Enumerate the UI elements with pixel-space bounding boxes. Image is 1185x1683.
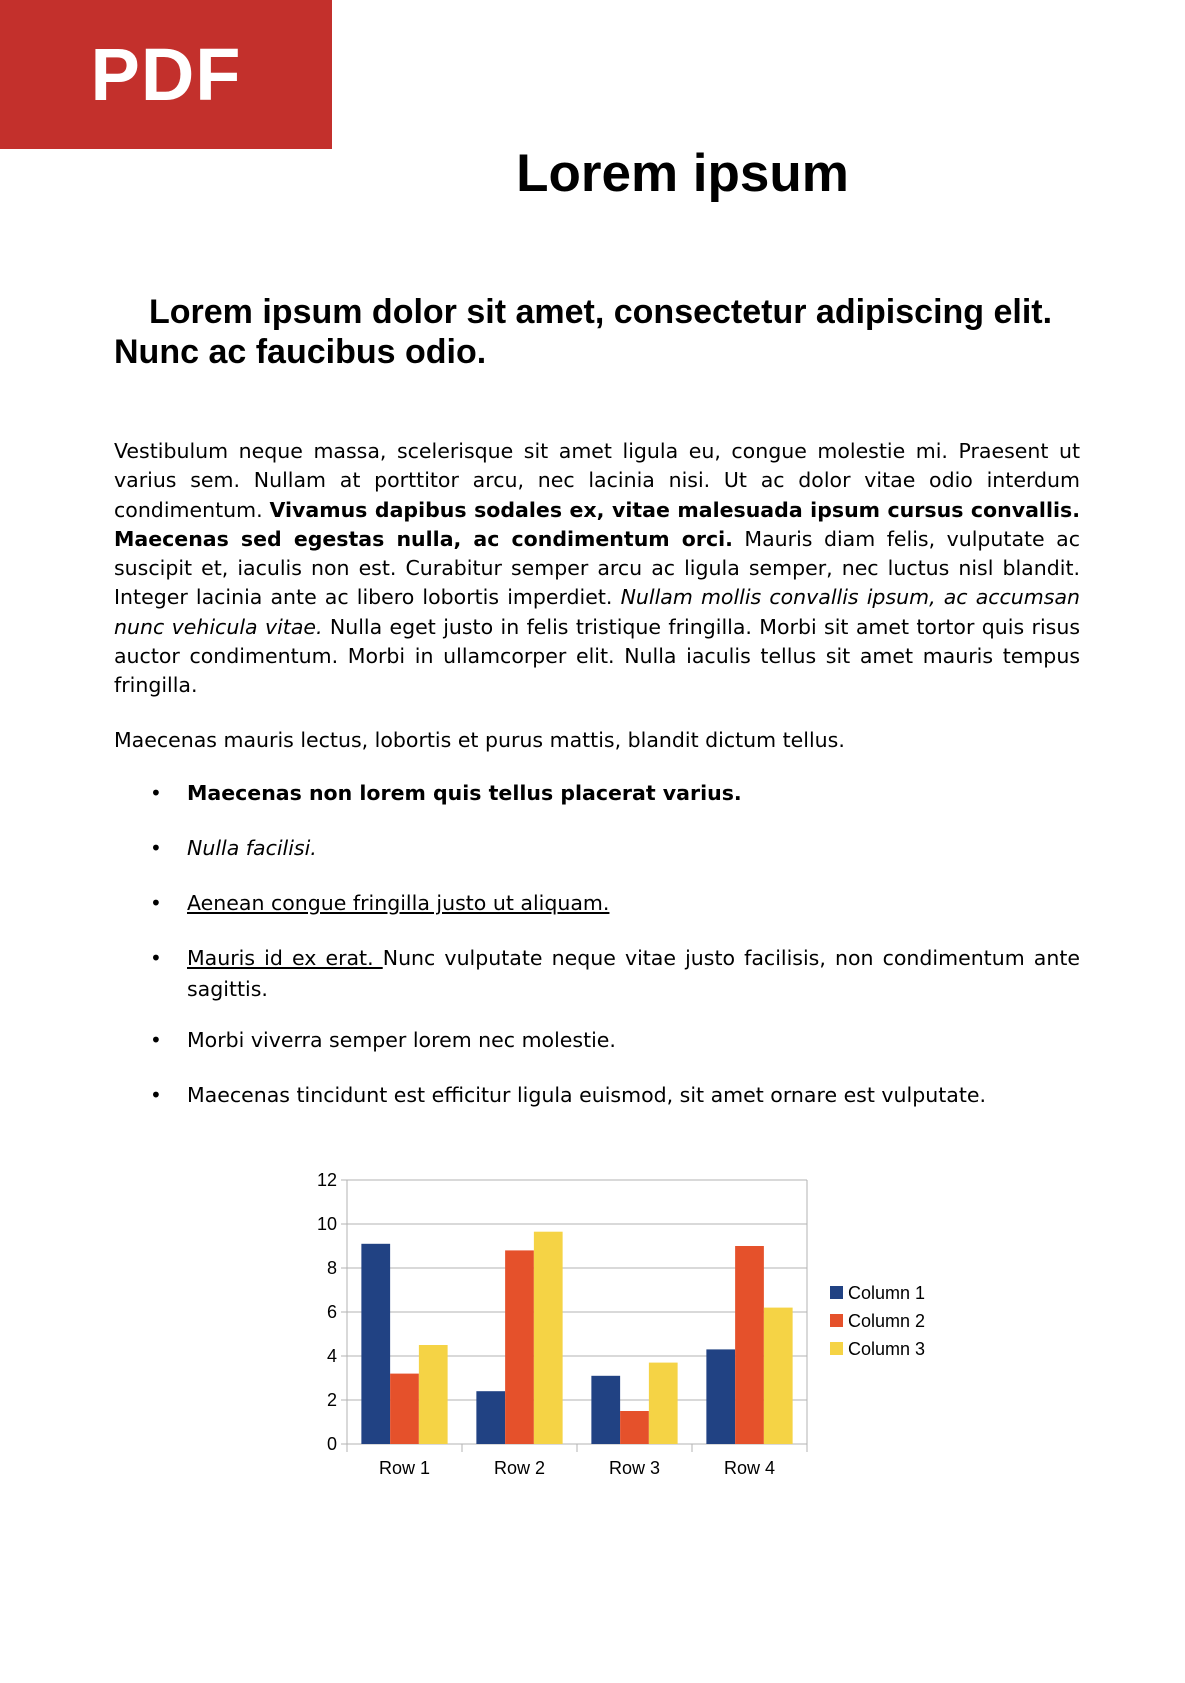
x-tick-label: Row 4 [723,1458,776,1478]
list-item [114,833,1080,864]
paragraph-1-run: Mauris diam felis, vulputate ac suscipit et, iaculis non est. Curabitur semper arcu ac ligula semper, nec luctus nisl blandit. Integer lacinia ante ac libero lobortis imperdiet. [114,526,1080,610]
legend-label: Column 1 [848,1283,926,1303]
bullet-marker: • [150,946,162,970]
y-tick-label: 10 [316,1214,337,1234]
paragraph-1-italic-run: Nullam mollis convallis ipsum, ac accumsan nunc vehicula vitae. [114,585,1080,639]
bullet-marker: • [150,1028,162,1052]
bullet-list [114,778,1080,1135]
bullet-marker: • [150,1083,162,1107]
bar [390,1374,419,1444]
paragraph-1-run: Nulla eget justo in felis tristique fringilla. Morbi sit amet tortor quis risus auctor condimentum. Morbi in ullamcorper elit. Nulla iaculis tellus sit amet mauris tempus fringilla. [114,614,1080,698]
list-item [114,1080,1080,1111]
list-item [114,1025,1080,1056]
bar [764,1308,793,1444]
y-tick-label: 4 [326,1346,337,1366]
list-item [114,888,1080,919]
bar [649,1363,678,1444]
bullet-marker: • [150,781,162,805]
list-item-underlined-text: Mauris id ex erat. [187,946,383,970]
list-item-text: Maecenas tincidunt est efficitur ligula euismod, sit amet ornare est vulputate. [187,1083,987,1107]
y-tick-label: 0 [326,1434,337,1454]
list-item [114,943,1080,1005]
pdf-badge: PDF [0,0,332,149]
list-item-text: Aenean congue fringilla justo ut aliquam. [187,891,610,915]
bar [476,1391,505,1444]
bullet-marker: • [150,891,162,915]
bar [419,1345,448,1444]
paragraph-2: Maecenas mauris lectus, lobortis et purus mattis, blandit dictum tellus. [114,728,845,752]
bar [620,1411,649,1444]
list-item-text: Nulla facilisi. [187,836,317,860]
x-tick-label: Row 2 [493,1458,546,1478]
paragraph-1-bold-run: Vivamus dapibus sodales ex, vitae malesuada ipsum cursus convallis. Maecenas sed egestas nulla, ac condimentum orci. [114,497,1080,551]
legend-label: Column 2 [848,1311,926,1331]
list-item-text: Nunc vulputate neque vitae justo facilisis, non condimentum ante sagittis. [187,946,1080,1001]
list-item-text: Maecenas non lorem quis tellus placerat varius. [187,781,742,805]
bullet-marker: • [150,836,162,860]
paragraph-1-run: Vestibulum neque massa, scelerisque sit amet ligula eu, congue molestie mi. Praesent ut varius sem. Nullam at porttitor arcu, nec lacinia nisi. Ut ac dolor vitae odio interdum condimentum. [114,439,1080,522]
bar [735,1246,764,1444]
legend-swatch [830,1342,843,1355]
list-item-text: Morbi viverra semper lorem nec molestie. [187,1028,616,1052]
document-title: Lorem ipsum [516,144,849,203]
section-heading: Lorem ipsum dolor sit amet, consectetur adipiscing elit. Nunc ac faucibus odio. [114,293,1053,371]
legend-swatch [830,1286,843,1299]
bar [505,1250,534,1444]
y-tick-label: 12 [316,1170,337,1190]
bar [534,1232,563,1444]
paragraph-1 [114,437,1080,701]
bar-chart [300,1160,960,1500]
x-tick-label: Row 1 [378,1458,431,1478]
bar [361,1244,390,1444]
y-tick-label: 6 [326,1302,337,1322]
list-item [114,778,1080,809]
bar [706,1349,735,1444]
y-tick-label: 8 [326,1258,337,1278]
x-tick-label: Row 3 [608,1458,661,1478]
y-tick-label: 2 [326,1390,337,1410]
legend-label: Column 3 [848,1339,926,1359]
legend-swatch [830,1314,843,1327]
bar [591,1376,620,1444]
